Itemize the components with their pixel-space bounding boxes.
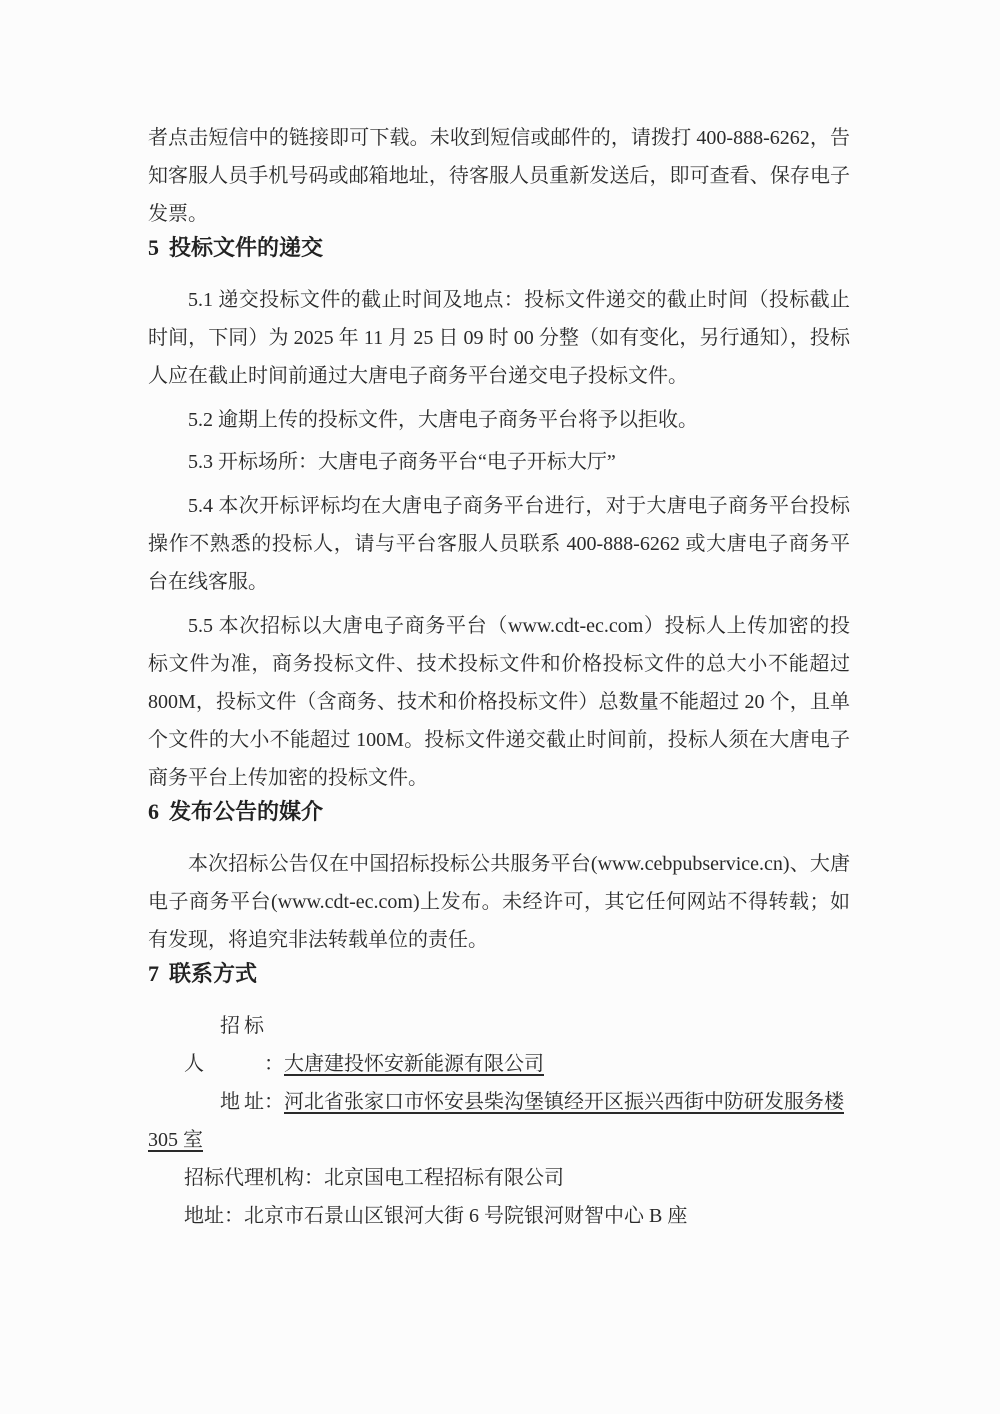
contact-value: 北京市石景山区银河大街 6 号院银河财智中心 B 座 — [244, 1205, 688, 1227]
section-5-number: 5 — [148, 235, 159, 260]
clause-5-4: 5.4 本次开标评标均在大唐电子商务平台进行，对于大唐电子商务平台投标操作不熟悉的投标人，请与平台客服人员联系 400-888-6262 或大唐电子商务平台在线客服。 — [148, 495, 850, 593]
section-7-number: 7 — [148, 961, 159, 986]
section-6-paragraph: 本次招标公告仅在中国招标投标公共服务平台(www.cebpubservice.cn)、大唐电子商务平台(www.cdt-ec.com)上发布。未经许可，其它任何网站不得转载；如有发现，将追究非法转载单位的责任。 — [148, 853, 850, 951]
contact-value: 北京国电工程招标有限公司 — [324, 1167, 564, 1189]
contact-row-agency-address — [148, 1197, 850, 1235]
contact-label: 招标代理机构 — [184, 1167, 304, 1189]
contact-colon: ： — [264, 1053, 284, 1075]
contact-label: 地址 — [184, 1205, 224, 1227]
intro-paragraph: 者点击短信中的链接即可下载。未收到短信或邮件的，请拨打 400-888-6262，告知客服人员手机号码或邮箱地址，待客服人员重新发送后，即可查看、保存电子发票。 — [148, 127, 850, 225]
contact-value: 大唐建投怀安新能源有限公司 — [284, 1053, 544, 1075]
clause-5-2: 5.2 逾期上传的投标文件，大唐电子商务平台将予以拒收。 — [188, 409, 698, 431]
contact-value: 河北省张家口市怀安县柴沟堡镇经开区振兴西街中防研发服务楼 — [284, 1091, 844, 1113]
contact-colon: ： — [304, 1167, 324, 1189]
section-6-heading — [148, 797, 850, 827]
contact-colon: ： — [224, 1205, 244, 1227]
section-7-title: 联系方式 — [169, 961, 258, 986]
section-5-title: 投标文件的递交 — [169, 235, 324, 260]
clause-5-3: 5.3 开标场所：大唐电子商务平台“电子开标大厅” — [188, 451, 616, 473]
section-6-title: 发布公告的媒介 — [169, 799, 324, 824]
section-6-number: 6 — [148, 799, 159, 824]
clause-5-1: 5.1 递交投标文件的截止时间及地点：投标文件递交的截止时间（投标截止时间，下同）为 2025 年 11 月 25 日 09 时 00 分整（如有变化，另行通知），投标人应在截止时间前通过大唐电子商务平台递交电子投标文件。 — [148, 289, 850, 387]
section-5-heading — [148, 233, 850, 263]
contact-row-bidder — [148, 1007, 850, 1083]
contact-row-bidder-address — [148, 1083, 850, 1159]
contact-label: 地址 — [220, 1091, 264, 1113]
section-7-heading — [148, 959, 850, 989]
contact-value-line2: 305 室 — [148, 1129, 203, 1151]
clause-5-5: 5.5 本次招标以大唐电子商务平台（www.cdt-ec.com）投标人上传加密的投标文件为准，商务投标文件、技术投标文件和价格投标文件的总大小不能超过 800M，投标文件（含商务、技术和价格投标文件）总数量不能超过 20 个，且单个文件的大小不能超过 100M。投标文件递交截止时间前，投标人须在大唐电子商务平台上传加密的投标文件。 — [148, 615, 850, 789]
contact-colon: ： — [264, 1091, 284, 1113]
contact-label: 招标人 — [184, 1015, 264, 1075]
contact-row-agency — [148, 1159, 850, 1197]
